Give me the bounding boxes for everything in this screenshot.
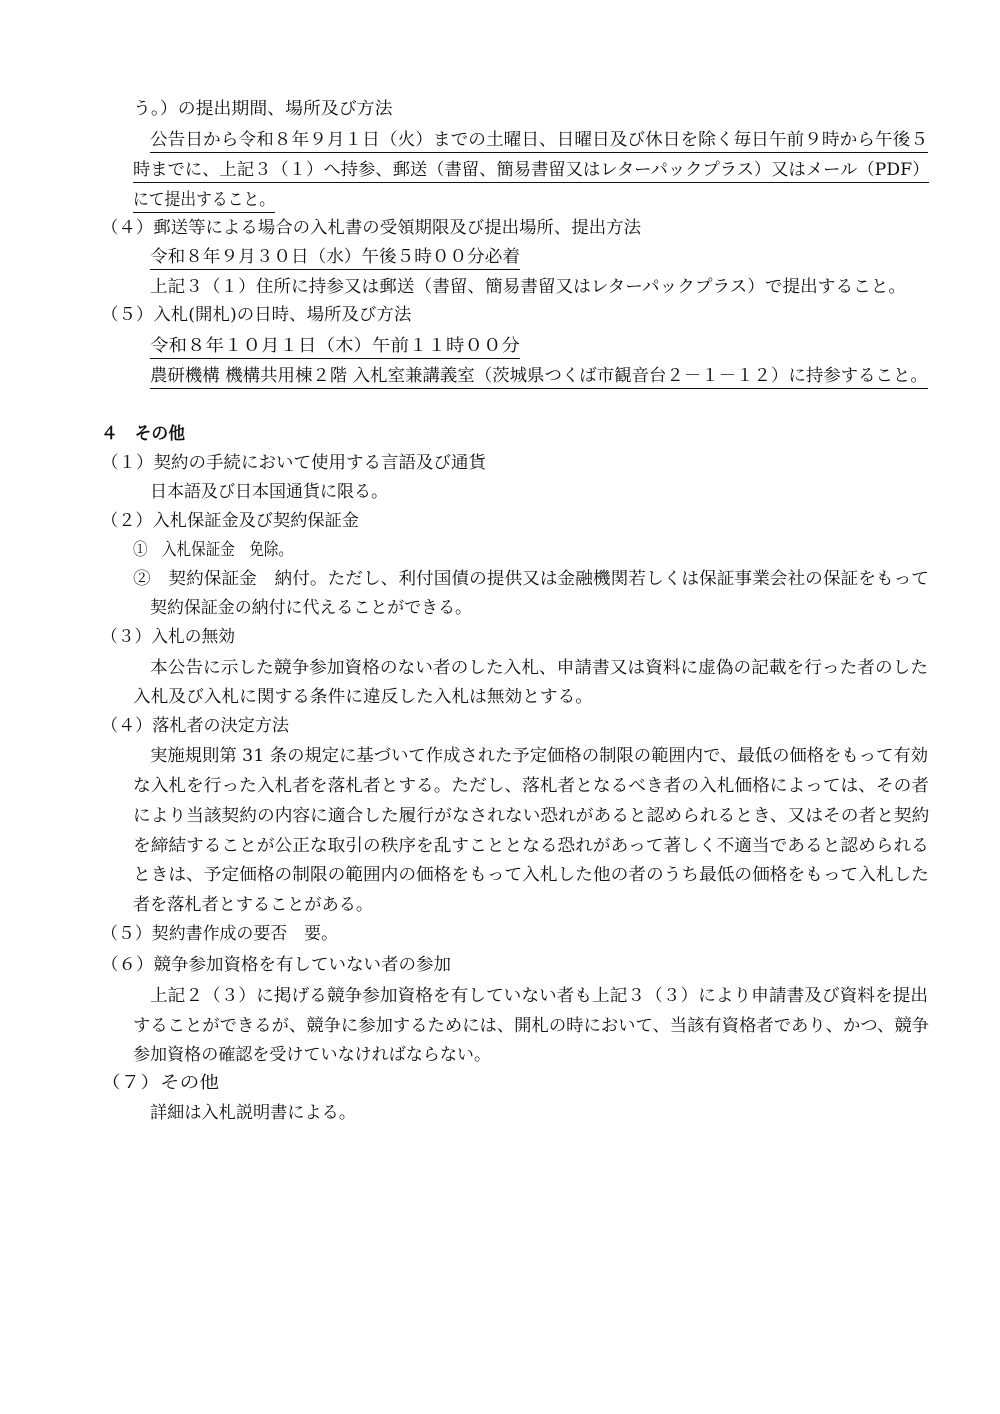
- underlined-line: 時までに、上記３（１）へ持参、郵送（書留、簡易書留又はレターパックプラス）又はメール（PDF）: [133, 158, 929, 183]
- text-line: な入札を行った入札者を落札者とする。ただし、落札者となるべき者の入札価格によっては、その者: [133, 776, 930, 796]
- section-heading: （１）契約の手続において使用する言語及び通貨: [101, 453, 486, 473]
- underlined-line: 農研機構 機構共用棟２階 入札室兼講義室（茨城県つくば市観音台２－１－１２）に持参すること。: [150, 364, 928, 389]
- underlined-line: 公告日から令和８年９月１日（火）までの土曜日、日曜日及び休日を除く毎日午前９時から午後５: [150, 128, 928, 153]
- text-line: することができるが、競争に参加するためには、開札の時において、当該有資格者であり、かつ、競争: [133, 1016, 929, 1036]
- underlined-line: 令和８年１０月１日（木）午前１１時００分: [150, 334, 520, 359]
- text-line: 契約保証金の納付に代えることができる。: [150, 598, 472, 618]
- text-line: 者を落札者とすることがある。: [133, 895, 373, 915]
- list-item: ① 入札保証金 免除。: [133, 540, 293, 560]
- text-line: 上記３（１）住所に持参又は郵送（書留、簡易書留又はレターパックプラス）で提出すること。: [150, 277, 906, 297]
- section-heading: （４）落札者の決定方法: [101, 716, 289, 736]
- text-line: を締結することが公正な取引の秩序を乱すこととなる恐れがあって著しく不適当であると認められる: [133, 836, 929, 856]
- text-line: 実施規則第 31 条の規定に基づいて作成された予定価格の制限の範囲内で、最低の価格をもって有効: [150, 746, 929, 766]
- text-line: により当該契約の内容に適合した履行がなされない恐れがあると認められるとき、又はその者と契約: [133, 806, 930, 826]
- text-line: 本公告に示した競争参加資格のない者のした入札、申請書又は資料に虚偽の記載を行った者のした: [150, 658, 928, 678]
- section-heading: （５）入札(開札)の日時、場所及び方法: [101, 305, 412, 325]
- text-line: 参加資格の確認を受けていなければならない。: [133, 1045, 492, 1065]
- text-line: 詳細は入札説明書による。: [150, 1103, 356, 1123]
- section-heading: （７）その他: [101, 1073, 219, 1093]
- chapter-heading: ４ その他: [101, 424, 185, 444]
- text-line: 日本語及び日本国通貨に限る。: [150, 482, 388, 502]
- list-item: ② 契約保証金 納付。ただし、利付国債の提供又は金融機関若しくは保証事業会社の保証をもって: [133, 569, 930, 589]
- underlined-line: にて提出すること。: [133, 188, 275, 213]
- underlined-line: 令和８年９月３０日（水）午後５時００分必着: [150, 245, 520, 270]
- text-line: ときは、予定価格の制限の範囲内の価格をもって入札した他の者のうち最低の価格をもって入札した: [133, 865, 930, 885]
- section-heading: （３）入札の無効: [101, 627, 235, 647]
- text-line: う。）の提出期間、場所及び方法: [133, 99, 393, 119]
- section-heading: （５）契約書作成の要否 要。: [101, 924, 338, 944]
- section-heading: （６）競争参加資格を有していない者の参加: [101, 955, 451, 975]
- text-line: 上記２（３）に掲げる競争参加資格を有していない者も上記３（３）により申請書及び資料を提出: [150, 986, 928, 1006]
- section-heading: （２）入札保証金及び契約保証金: [101, 511, 359, 531]
- text-line: 入札及び入札に関する条件に違反した入札は無効とする。: [133, 687, 593, 707]
- section-heading: （４）郵送等による場合の入札書の受領期限及び提出場所、提出方法: [101, 218, 641, 238]
